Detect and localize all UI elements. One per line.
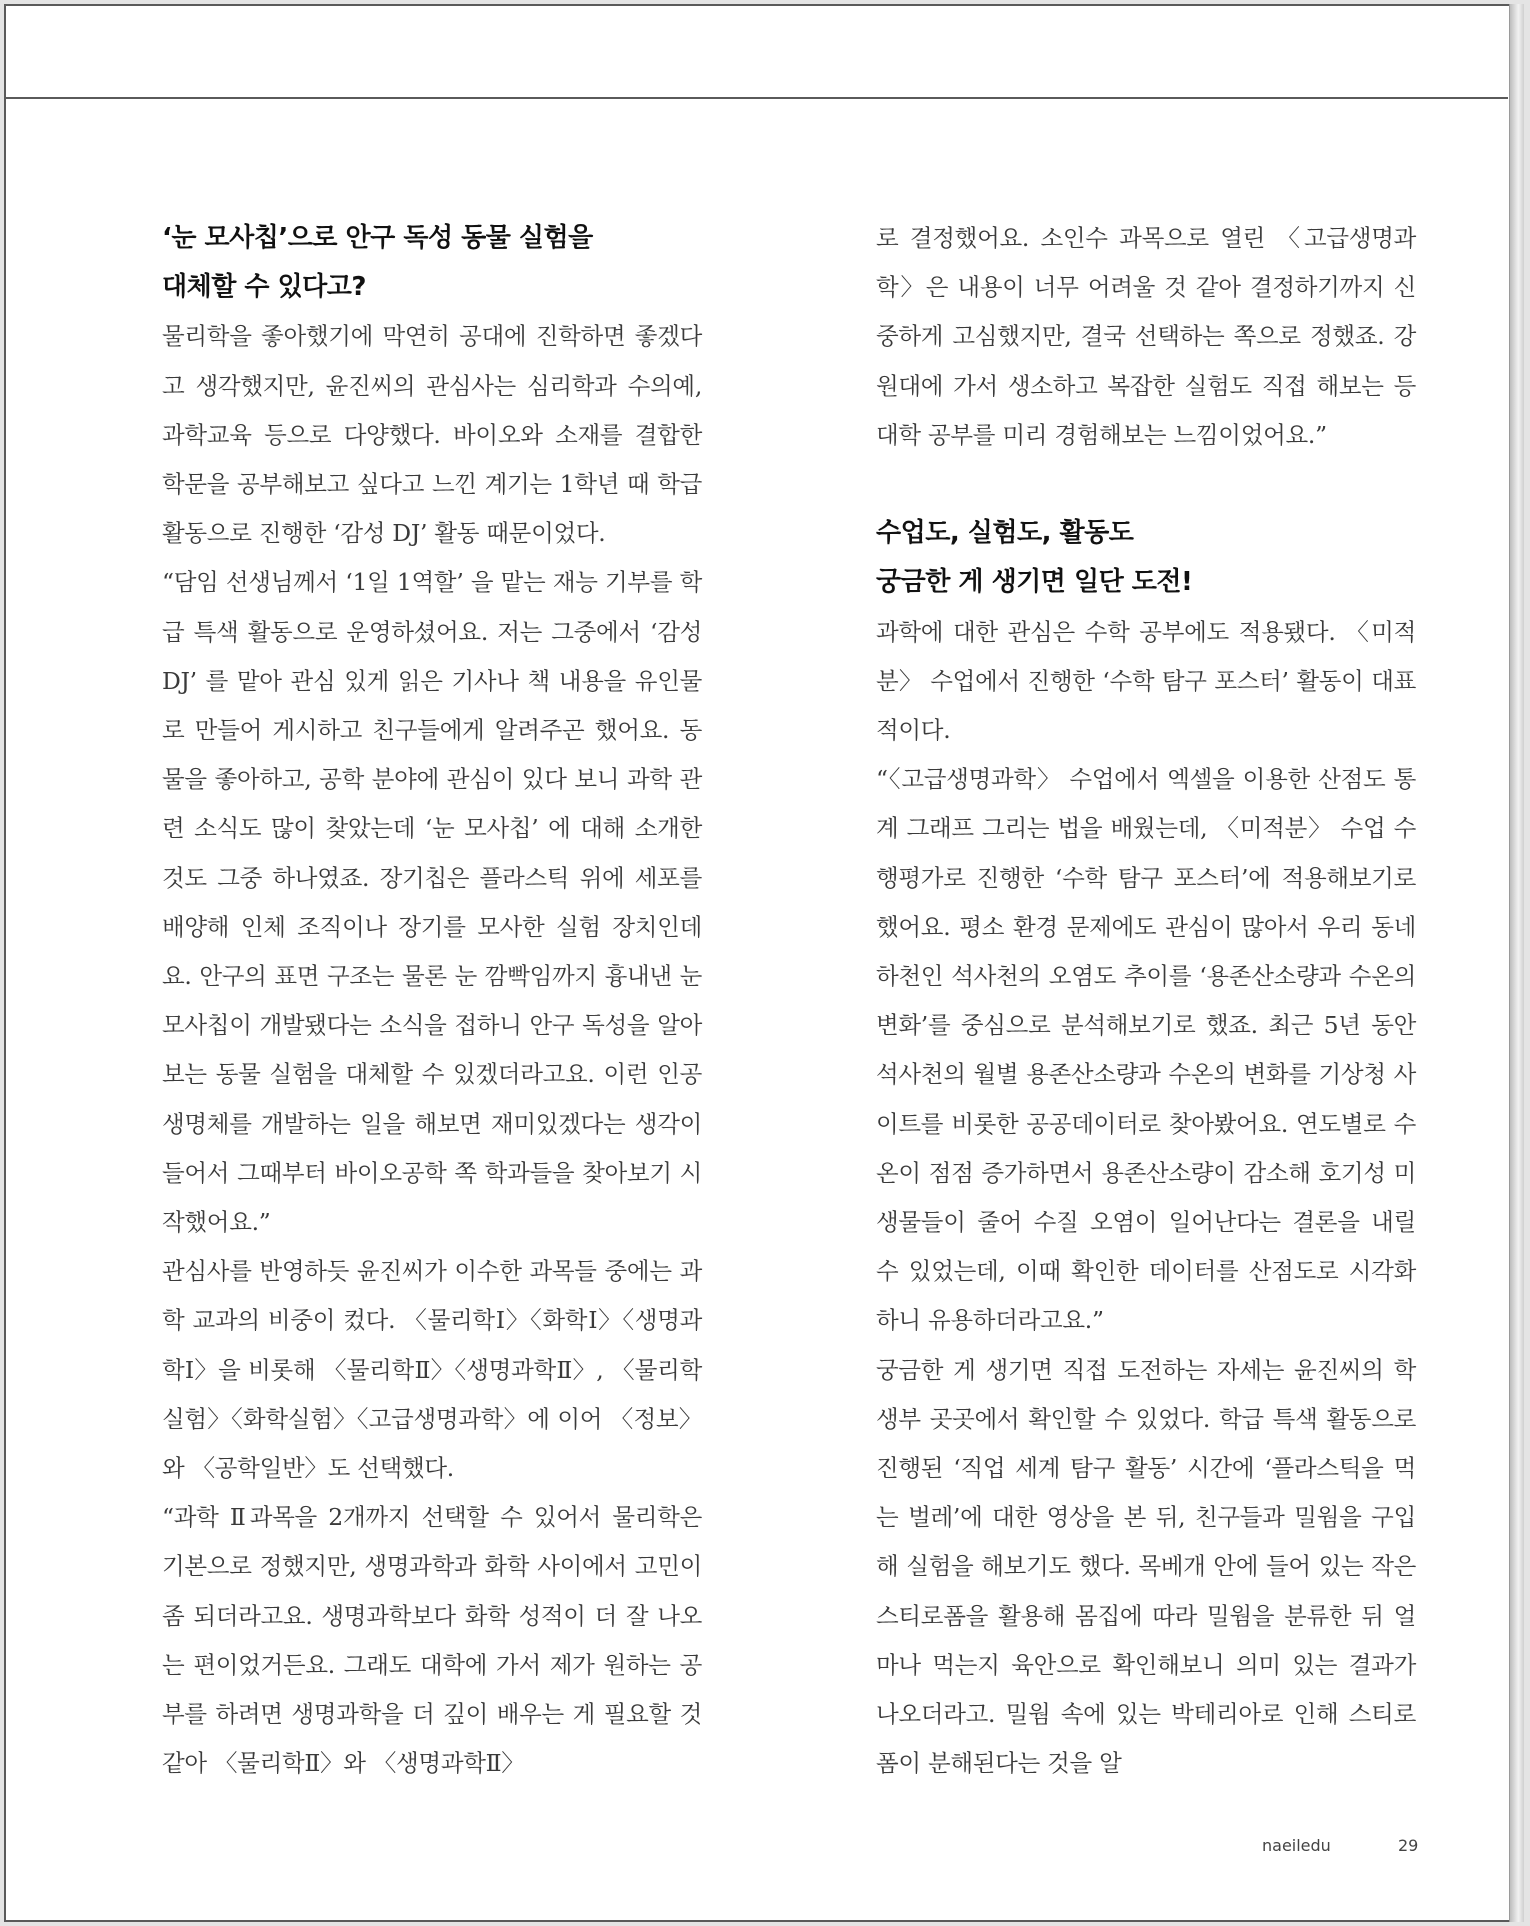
page-number: 29: [1398, 1836, 1419, 1855]
quote-paragraph: “과학 Ⅱ과목을 2개까지 선택할 수 있어서 물리학은 기본으로 정했지만, 생명과학과 화학 사이에서 고민이 좀 되더라고요. 생명과학보다 화학 성적이 더 잘 나오는 편이었거든요. 그래도 대학에 가서 제가 원하는 공부를 하려면 생명과학을 더 깊이 배우는 게 필요할 것 같아 〈물리학Ⅱ〉와 〈생명과학Ⅱ〉: [162, 1503, 702, 1778]
section-spacer: [876, 460, 1416, 509]
section-heading-eye-chip: [162, 214, 702, 312]
heading-line: ‘눈 모사칩’으로 안구 독성 동물 실험을: [162, 223, 593, 253]
heading-line: 궁금한 게 생기면 일단 도전!: [876, 567, 1193, 598]
heading-line: 수업도, 실험도, 활동도: [876, 518, 1134, 549]
body-paragraph: 궁금한 게 생기면 직접 도전하는 자세는 윤진씨의 학생부 곳곳에서 확인할 수 있었다. 학급 특색 활동으로 진행된 ‘직업 세계 탐구 활동’ 시간에 ‘플라스틱을 먹는 벌레’에 대한 영상을 본 뒤, 친구들과 밀웜을 구입해 실험을 해보기도 했다. 목베개 안에 들어 있는 작은 스티로폼을 활용해 몸집에 따라 밀웜을 분류한 뒤 얼마나 먹는지 육안으로 확인해보니 의미 있는 결과가 나오더라고. 밀웜 속에 있는 박테리아로 인해 스티로폼이 분해된다는 것을 알: [876, 1355, 1416, 1778]
quote-continuation: 로 결정했어요. 소인수 과목으로 열린 〈고급생명과학〉은 내용이 너무 어려울 것 같아 결정하기까지 신중하게 고심했지만, 결국 선택하는 쪽으로 정했죠. 강원대에 가서 생소하고 복잡한 실험도 직접 해보는 등 대학 공부를 미리 경험해보는 느낌이었어요.”: [876, 224, 1416, 449]
quote-paragraph: “담임 선생님께서 ‘1일 1역할’ 을 맡는 재능 기부를 학급 특색 활동으로 운영하셨어요. 저는 그중에서 ‘감성 DJ’ 를 맡아 관심 있게 읽은 기사나 책 내용을 유인물로 만들어 게시하고 친구들에게 알려주곤 했어요. 동물을 좋아하고, 공학 분야에 관심이 있다 보니 과학 관련 소식도 많이 찾았는데 ‘눈 모사칩’ 에 대해 소개한 것도 그중 하나였죠. 장기칩은 플라스틱 위에 세포를 배양해 인체 조직이나 장기를 모사한 실험 장치인데요. 안구의 표면 구조는 물론 눈 깜빡임까지 흉내낸 눈 모사칩이 개발됐다는 소식을 접하니 안구 독성을 알아보는 동물 실험을 대체할 수 있겠더라고요. 이런 인공생명체를 개발하는 일을 해보면 재미있겠다는 생각이 들어서 그때부터 바이오공학 쪽 학과들을 찾아보기 시작했어요.”: [162, 568, 702, 1237]
quote-paragraph: “〈고급생명과학〉 수업에서 엑셀을 이용한 산점도 통계 그래프 그리는 법을 배웠는데, 〈미적분〉 수업 수행평가로 진행한 ‘수학 탐구 포스터’에 적용해보기로 했어요. 평소 환경 문제에도 관심이 많아서 우리 동네 하천인 석사천의 오염도 추이를 ‘용존산소량과 수온의 변화’를 중심으로 분석해보기로 했죠. 최근 5년 동안 석사천의 월별 용존산소량과 수온의 변화를 기상청 사이트를 비롯한 공공데이터로 찾아봤어요. 연도별로 수온이 점점 증가하면서 용존산소량이 감소해 호기성 미생물들이 줄어 수질 오염이 일어난다는 결론을 내릴 수 있었는데, 이때 확인한 데이터를 산점도로 시각화하니 유용하더라고요.”: [876, 765, 1416, 1335]
body-paragraph: 물리학을 좋아했기에 막연히 공대에 진학하면 좋겠다고 생각했지만, 윤진씨의 관심사는 심리학과 수의예, 과학교육 등으로 다양했다. 바이오와 소재를 결합한 학문을 공부해보고 싶다고 느낀 계기는 1학년 때 학급 활동으로 진행한 ‘감성 DJ’ 활동 때문이었다.: [162, 322, 702, 548]
heading-line: 대체할 수 있다고?: [162, 272, 366, 303]
section-heading-challenge: [876, 509, 1416, 607]
header-rule: [6, 97, 1508, 99]
left-column: [162, 214, 702, 1789]
page-edge: [1509, 4, 1524, 1922]
body-paragraph: 관심사를 반영하듯 윤진씨가 이수한 과목들 중에는 과학 교과의 비중이 컸다. 〈물리학Ⅰ〉〈화학Ⅰ〉〈생명과학Ⅰ〉을 비롯해 〈물리학Ⅱ〉〈생명과학Ⅱ〉, 〈물리학실험〉〈화학실험〉〈고급생명과학〉에 이어 〈정보〉와 〈공학일반〉도 선택했다.: [162, 1257, 702, 1483]
body-paragraph: 과학에 대한 관심은 수학 공부에도 적용됐다. 〈미적분〉 수업에서 진행한 ‘수학 탐구 포스터’ 활동이 대표적이다.: [876, 617, 1416, 745]
right-column: [876, 214, 1416, 1788]
footer-brand: naeiledu: [1262, 1836, 1331, 1855]
